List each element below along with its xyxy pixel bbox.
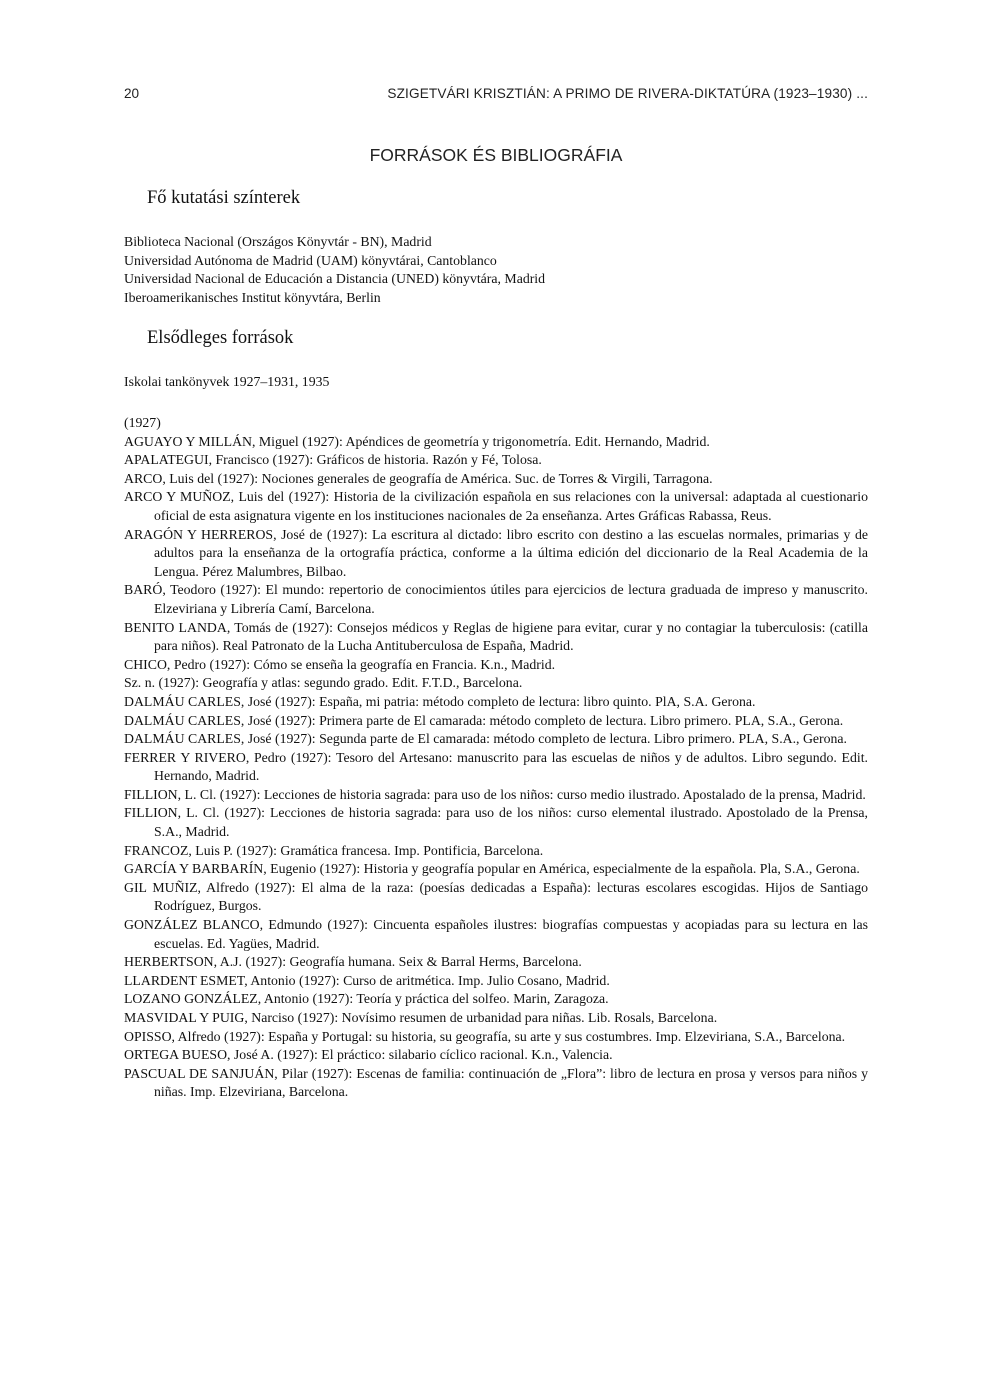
running-title: SZIGETVÁRI KRISZTIÁN: A PRIMO DE RIVERA-DIKTATÚRA (1923–1930) ... [387,86,868,101]
bibliography-entry: DALMÁU CARLES, José (1927): Primera parte de El camarada: método completo de lectura. Libro primero. PLA, S.A., Gerona. [124,712,844,728]
primary-sources-intro: Iskolai tankönyvek 1927–1931, 1935 [124,374,330,389]
bibliography-entry: DALMÁU CARLES, José (1927): España, mi patria: método completo de lectura: libro quinto. PlA, S.A. Gerona. [124,693,756,709]
bibliography-entry: LOZANO GONZÁLEZ, Antonio (1927): Teoría y práctica del solfeo. Marin, Zaragoza. [124,991,609,1007]
bibliography-entry: BARÓ, Teodoro (1927): El mundo: repertorio de conocimientos útiles para ejercicios de lectura graduada de impreso y manuscrito. Elzeviriana y Librería Camí, Barcelona. [124,582,868,616]
bibliography-entry: AGUAYO Y MILLÁN, Miguel (1927): Apéndices de geometría y trigonometría. Edit. Hernando, Madrid. [124,433,710,449]
bibliography-entry: APALATEGUI, Francisco (1927): Gráficos de historia. Razón y Fé, Tolosa. [124,452,542,468]
bibliography-entry: GIL MUÑIZ, Alfredo (1927): El alma de la raza: (poesías dedicadas a España): lecturas escolares escogidas. Hijos de Santiago Rodríguez, Burgos. [124,879,868,914]
page-number: 20 [124,86,140,101]
bibliography-entry: FILLION, L. Cl. (1927): Lecciones de historia sagrada: para uso de los niños: curso elemental ilustrado. Apostolado de la Prensa, S.A., Madrid. [124,805,868,840]
bibliography-entry: DALMÁU CARLES, José (1927): Segunda parte de El camarada: método completo de lectura. Libro primero. PLA, S.A., Gerona. [124,731,848,747]
primary-sources-heading: Elsődleges források [147,328,294,348]
bibliography-entry: ARCO, Luis del (1927): Nociones generales de geografía de América. Suc. de Torres & Virgili, Tarragona. [124,470,713,486]
primary-sources-intro-block [124,373,868,392]
section-title: FORRÁSOK ÉS BIBLIOGRÁFIA [369,145,623,165]
bibliography-entry: OPISSO, Alfredo (1927): España y Portugal: su historia, su geografía, su arte y sus costumbres. Imp. Elzeviriana, S.A., Barcelona. [124,1028,846,1044]
research-sites-list [124,233,868,307]
bibliography-entry: ARAGÓN Y HERREROS, José de (1927): La escritura al dictado: libro escrito con destino a las escuelas normales, primarias y de adultos para la enseñanza de la ortografía práctica, conforme a la última edición del diccionario de la Real Academia de la Lengua. Pérez Malumbres, Bilbao. [124,526,868,579]
bibliography-entry: ARCO Y MUÑOZ, Luis del (1927): Historia de la civilización española en sus relaciones con la universal: adaptada al cuestionario oficial de esta asignatura vigente en los instituciones nacionales de 2a enseñanza. Artes Gráficas Rabassa, Reus. [124,489,868,523]
year-label: (1927) [124,415,161,430]
bibliography-entry: CHICO, Pedro (1927): Cómo se enseña la geografía en Francia. K.n., Madrid. [124,656,556,672]
bibliography-entry: FRANCOZ, Luis P. (1927): Gramática francesa. Imp. Pontificia, Barcelona. [124,842,544,858]
bibliography-entry: BENITO LANDA, Tomás de (1927): Consejos médicos y Reglas de higiene para evitar, curar y no contagiar la tuberculosis: (catilla para niños). Real Patronato de la Lucha Antituberculosa de España, Madrid. [124,619,868,654]
bibliography-entry: FERRER Y RIVERO, Pedro (1927): Tesoro del Artesano: manuscrito para las escuelas de niños y de adultos. Libro segundo. Edit. Hernando, Madrid. [124,749,868,784]
research-sites-heading: Fő kutatási színterek [147,188,301,208]
research-site-item: Iberoamerikanisches Institut könyvtára, Berlin [124,289,381,305]
research-site-item: Biblioteca Nacional (Országos Könyvtár - BN), Madrid [124,234,432,249]
bibliography-entry: GARCÍA Y BARBARÍN, Eugenio (1927): Historia y geografía popular en América, especialmente de la española. Pla, S.A., Gerona. [124,861,860,877]
bibliography-entry: PASCUAL DE SANJUÁN, Pilar (1927): Escenas de familia: continuación de „Flora”: libro de lectura en prosa y versos para niños y niñas. Imp. Elzeviriana, Barcelona. [124,1065,868,1100]
bibliography-entry: Sz. n. (1927): Geografía y atlas: segundo grado. Edit. F.T.D., Barcelona. [124,675,523,691]
research-site-item: Universidad Nacional de Educación a Distancia (UNED) könyvtára, Madrid [124,271,546,287]
running-header [124,86,868,106]
bibliography-entry: ORTEGA BUESO, José A. (1927): El práctico: silabario cíclico racional. K.n., Valencia. [124,1047,613,1063]
bibliography-entry: LLARDENT ESMET, Antonio (1927): Curso de aritmética. Imp. Julio Cosano, Madrid. [124,972,610,988]
bibliography-entry: GONZÁLEZ BLANCO, Edmundo (1927): Cincuenta españoles ilustres: biografías compuestas y acopiadas para su lectura en las escuelas. Ed. Yagües, Madrid. [124,917,868,951]
bibliography-entry: HERBERTSON, A.J. (1927): Geografía humana. Seix & Barral Herms, Barcelona. [124,954,582,970]
research-site-item: Universidad Autónoma de Madrid (UAM) könyvtárai, Cantoblanco [124,252,497,268]
bibliography-entry: FILLION, L. Cl. (1927): Lecciones de historia sagrada: para uso de los niños: curso medio ilustrado. Apostalado de la prensa, Madrid. [124,786,866,802]
bibliography-entry: MASVIDAL Y PUIG, Narciso (1927): Novísimo resumen de urbanidad para niñas. Lib. Rosals, Barcelona. [124,1010,718,1025]
bibliography-list [124,414,868,1102]
